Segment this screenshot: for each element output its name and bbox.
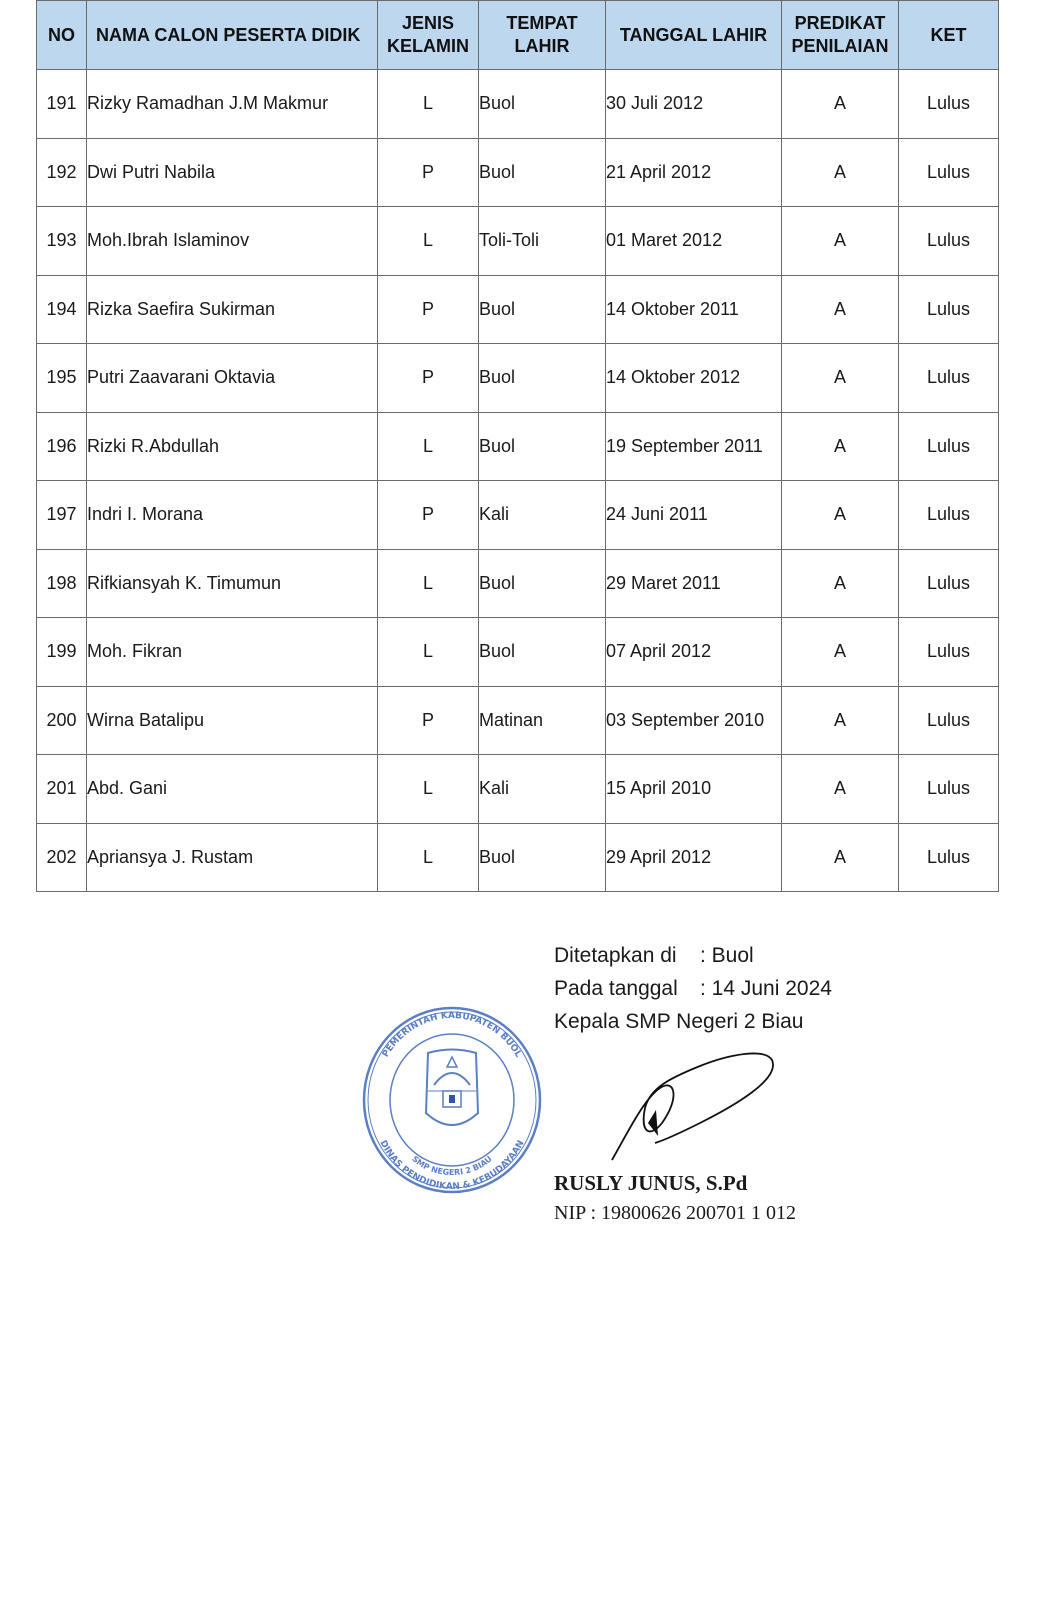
cell-nama: Indri I. Morana [87, 481, 378, 550]
table-row [37, 618, 999, 687]
cell-tempat-lahir: Buol [479, 344, 606, 413]
header-no: NO [37, 1, 87, 70]
cell-predikat: A [782, 481, 899, 550]
cell-ket: Lulus [899, 138, 999, 207]
table-row [37, 481, 999, 550]
table-row [37, 823, 999, 892]
cell-tempat-lahir: Toli-Toli [479, 207, 606, 276]
cell-predikat: A [782, 275, 899, 344]
cell-ket: Lulus [899, 618, 999, 687]
cell-tempat-lahir: Buol [479, 275, 606, 344]
cell-jenis-kelamin: P [378, 686, 479, 755]
cell-jenis-kelamin: L [378, 618, 479, 687]
cell-jenis-kelamin: L [378, 755, 479, 824]
header-nama: NAMA CALON PESERTA DIDIK [87, 1, 378, 70]
header-tempat-line1: TEMPAT [506, 13, 578, 33]
cell-tanggal-lahir: 01 Maret 2012 [606, 207, 782, 276]
cell-jenis-kelamin: L [378, 207, 479, 276]
cell-tanggal-lahir: 14 Oktober 2012 [606, 344, 782, 413]
stamp-text-top: PEMERINTAH KABUPATEN BUOL [380, 1010, 524, 1060]
cell-tempat-lahir: Buol [479, 549, 606, 618]
cell-jenis-kelamin: L [378, 70, 479, 139]
cell-nama: Rifkiansyah K. Timumun [87, 549, 378, 618]
jabatan-line: Kepala SMP Negeri 2 Biau [554, 1010, 804, 1033]
header-predikat-line2: PENILAIAN [791, 36, 889, 56]
school-stamp [362, 1005, 542, 1195]
cell-nama: Moh.Ibrah Islaminov [87, 207, 378, 276]
tanggal-value: : 14 Juni 2024 [700, 977, 832, 1000]
header-jk-line2: KELAMIN [387, 36, 469, 56]
header-tempat-lahir [479, 1, 606, 70]
cell-tanggal-lahir: 03 September 2010 [606, 686, 782, 755]
cell-nama: Apriansya J. Rustam [87, 823, 378, 892]
stamp-text-bottom: DINAS PENDIDIKAN & KEBUDAYAAN [377, 1138, 527, 1193]
cell-ket: Lulus [899, 823, 999, 892]
table-row [37, 70, 999, 139]
cell-tanggal-lahir: 30 Juli 2012 [606, 70, 782, 139]
cell-predikat: A [782, 344, 899, 413]
cell-no: 196 [37, 412, 87, 481]
cell-tanggal-lahir: 07 April 2012 [606, 618, 782, 687]
header-predikat-line1: PREDIKAT [794, 13, 886, 33]
cell-nama: Abd. Gani [87, 755, 378, 824]
header-predikat [782, 1, 899, 70]
cell-no: 191 [37, 70, 87, 139]
cell-jenis-kelamin: P [378, 481, 479, 550]
cell-tempat-lahir: Buol [479, 618, 606, 687]
table-row [37, 412, 999, 481]
table-row [37, 275, 999, 344]
header-tanggal-lahir: TANGGAL LAHIR [606, 1, 782, 70]
cell-ket: Lulus [899, 207, 999, 276]
cell-ket: Lulus [899, 755, 999, 824]
cell-no: 197 [37, 481, 87, 550]
cell-tempat-lahir: Buol [479, 70, 606, 139]
table-header-row [37, 1, 999, 70]
cell-ket: Lulus [899, 549, 999, 618]
cell-tanggal-lahir: 21 April 2012 [606, 138, 782, 207]
header-jk-line1: JENIS [401, 13, 455, 33]
graduation-table [36, 0, 999, 892]
cell-jenis-kelamin: L [378, 412, 479, 481]
cell-nama: Putri Zaavarani Oktavia [87, 344, 378, 413]
cell-no: 193 [37, 207, 87, 276]
cell-no: 198 [37, 549, 87, 618]
cell-predikat: A [782, 412, 899, 481]
cell-tanggal-lahir: 19 September 2011 [606, 412, 782, 481]
cell-tanggal-lahir: 14 Oktober 2011 [606, 275, 782, 344]
tanggal-label: Pada tanggal [554, 977, 678, 1000]
cell-ket: Lulus [899, 344, 999, 413]
header-tempat-line2: LAHIR [514, 36, 570, 56]
cell-tanggal-lahir: 24 Juni 2011 [606, 481, 782, 550]
cell-tanggal-lahir: 15 April 2010 [606, 755, 782, 824]
header-jenis-kelamin [378, 1, 479, 70]
cell-ket: Lulus [899, 412, 999, 481]
cell-predikat: A [782, 207, 899, 276]
header-ket: KET [899, 1, 999, 70]
cell-jenis-kelamin: P [378, 138, 479, 207]
cell-predikat: A [782, 823, 899, 892]
cell-no: 199 [37, 618, 87, 687]
table-row [37, 549, 999, 618]
ditetapkan-line [554, 943, 754, 969]
stamp-emblem-door [449, 1095, 455, 1103]
cell-nama: Rizka Saefira Sukirman [87, 275, 378, 344]
cell-ket: Lulus [899, 686, 999, 755]
cell-tanggal-lahir: 29 Maret 2011 [606, 549, 782, 618]
stamp-text-inner: SMP NEGERI 2 BIAU [410, 1154, 494, 1178]
table-row [37, 138, 999, 207]
cell-tempat-lahir: Kali [479, 755, 606, 824]
table-row [37, 686, 999, 755]
cell-no: 200 [37, 686, 87, 755]
cell-nama: Dwi Putri Nabila [87, 138, 378, 207]
table-row [37, 755, 999, 824]
principal-name: RUSLY JUNUS, S.Pd [554, 1171, 748, 1195]
cell-no: 202 [37, 823, 87, 892]
cell-ket: Lulus [899, 481, 999, 550]
cell-nama: Rizky Ramadhan J.M Makmur [87, 70, 378, 139]
cell-tempat-lahir: Buol [479, 823, 606, 892]
cell-predikat: A [782, 138, 899, 207]
ditetapkan-value: : Buol [700, 944, 754, 967]
cell-no: 194 [37, 275, 87, 344]
principal-nip: NIP : 19800626 200701 1 012 [554, 1202, 797, 1224]
table-row [37, 207, 999, 276]
handwritten-signature [600, 1040, 780, 1165]
cell-predikat: A [782, 549, 899, 618]
cell-no: 192 [37, 138, 87, 207]
cell-tempat-lahir: Buol [479, 412, 606, 481]
cell-no: 201 [37, 755, 87, 824]
ditetapkan-label: Ditetapkan di [554, 944, 677, 967]
cell-jenis-kelamin: P [378, 344, 479, 413]
cell-tempat-lahir: Matinan [479, 686, 606, 755]
cell-nama: Moh. Fikran [87, 618, 378, 687]
cell-predikat: A [782, 70, 899, 139]
cell-tempat-lahir: Buol [479, 138, 606, 207]
cell-predikat: A [782, 618, 899, 687]
table-row [37, 344, 999, 413]
cell-predikat: A [782, 686, 899, 755]
cell-no: 195 [37, 344, 87, 413]
cell-tempat-lahir: Kali [479, 481, 606, 550]
cell-nama: Wirna Batalipu [87, 686, 378, 755]
cell-nama: Rizki R.Abdullah [87, 412, 378, 481]
tanggal-line [554, 976, 832, 1002]
cell-jenis-kelamin: L [378, 549, 479, 618]
cell-predikat: A [782, 755, 899, 824]
cell-ket: Lulus [899, 70, 999, 139]
cell-ket: Lulus [899, 275, 999, 344]
cell-jenis-kelamin: P [378, 275, 479, 344]
cell-jenis-kelamin: L [378, 823, 479, 892]
cell-tanggal-lahir: 29 April 2012 [606, 823, 782, 892]
